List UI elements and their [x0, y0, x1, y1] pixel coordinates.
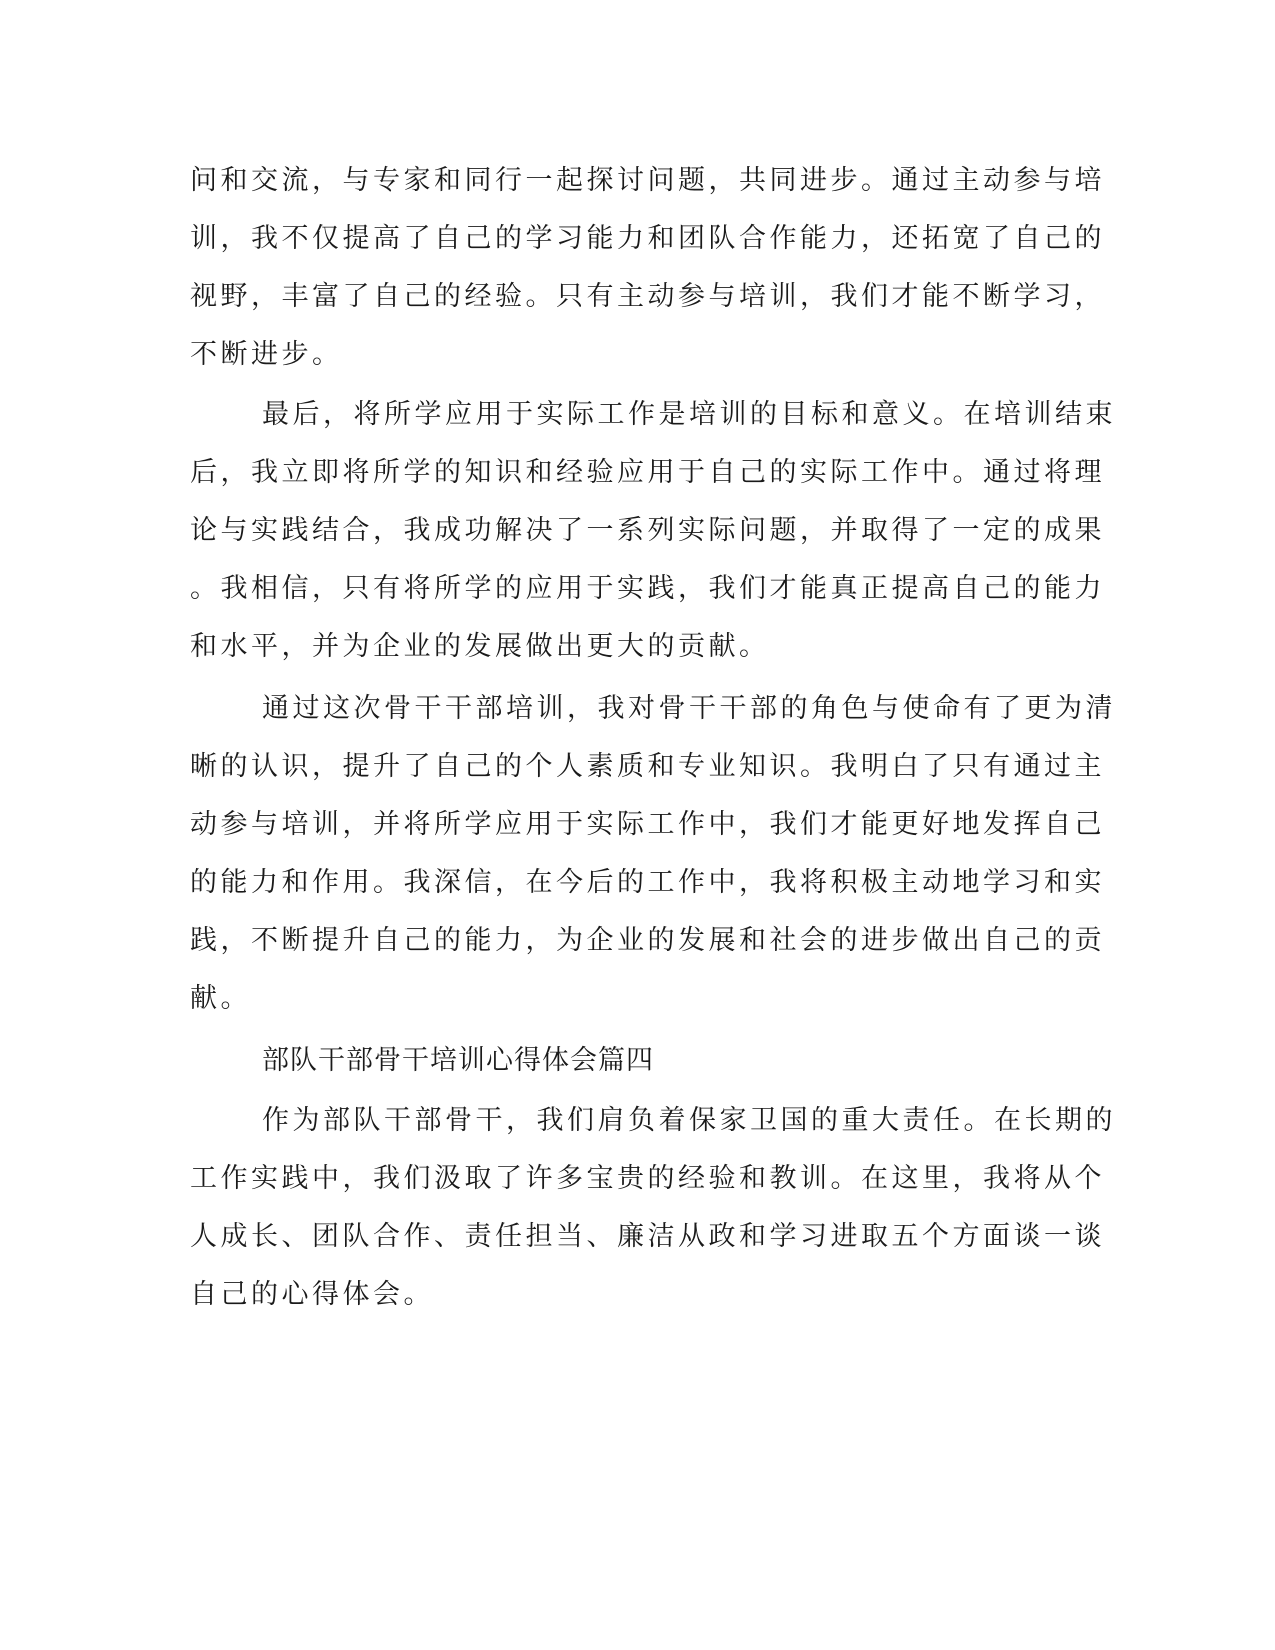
paragraph-line: 人成长、团队合作、责任担当、廉洁从政和学习进取五个方面谈一谈 — [190, 1221, 1105, 1252]
paragraph-line: 晰的认识，提升了自己的个人素质和专业知识。我明白了只有通过主 — [190, 751, 1105, 782]
paragraph-line: 工作实践中，我们汲取了许多宝贵的经验和教训。在这里，我将从个 — [190, 1163, 1105, 1194]
paragraph-line: 视野，丰富了自己的经验。只有主动参与培训，我们才能不断学习， — [190, 281, 1105, 312]
paragraph-line: 最后，将所学应用于实际工作是培训的目标和意义。在培训结束 — [262, 399, 1116, 430]
section-heading: 部队干部骨干培训心得体会篇四 — [262, 1045, 654, 1076]
paragraph-line: 问和交流，与专家和同行一起探讨问题，共同进步。通过主动参与培 — [190, 165, 1105, 196]
paragraph-line: 。我相信，只有将所学的应用于实践，我们才能真正提高自己的能力 — [190, 573, 1105, 604]
paragraph-line: 论与实践结合，我成功解决了一系列实际问题，并取得了一定的成果 — [190, 515, 1105, 546]
paragraph-line: 的能力和作用。我深信，在今后的工作中，我将积极主动地学习和实 — [190, 867, 1105, 898]
paragraph-line: 后，我立即将所学的知识和经验应用于自己的实际工作中。通过将理 — [190, 457, 1105, 488]
paragraph-line: 训，我不仅提高了自己的学习能力和团队合作能力，还拓宽了自己的 — [190, 223, 1105, 254]
paragraph-line: 作为部队干部骨干，我们肩负着保家卫国的重大责任。在长期的 — [262, 1105, 1116, 1136]
paragraph-line: 践，不断提升自己的能力，为企业的发展和社会的进步做出自己的贡 — [190, 925, 1105, 956]
paragraph-line: 动参与培训，并将所学应用于实际工作中，我们才能更好地发挥自己 — [190, 809, 1105, 840]
paragraph-line: 不断进步。 — [190, 339, 343, 370]
paragraph-line: 和水平，并为企业的发展做出更大的贡献。 — [190, 631, 770, 662]
paragraph-line: 通过这次骨干干部培训，我对骨干干部的角色与使命有了更为清 — [262, 693, 1116, 724]
paragraph-line: 自己的心得体会。 — [190, 1279, 434, 1310]
paragraph-line: 献。 — [190, 983, 251, 1014]
